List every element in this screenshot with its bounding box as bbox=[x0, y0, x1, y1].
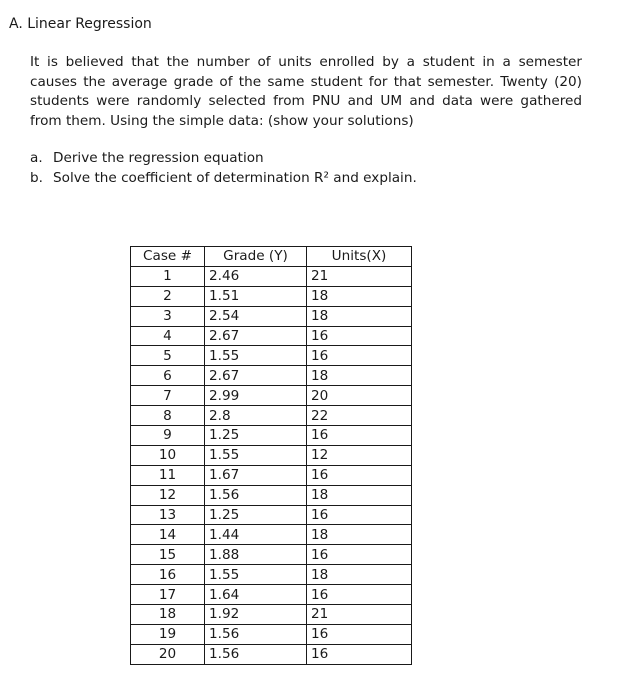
cell-grade: 1.51 bbox=[205, 286, 307, 306]
cell-units: 18 bbox=[307, 286, 412, 306]
table-header-row bbox=[131, 247, 412, 267]
cell-grade: 1.64 bbox=[205, 585, 307, 605]
cell-units: 16 bbox=[307, 644, 412, 664]
cell-case: 3 bbox=[131, 306, 205, 326]
data-table bbox=[130, 246, 412, 665]
header-case: Case # bbox=[131, 247, 205, 267]
table-body bbox=[131, 266, 412, 664]
task-list bbox=[30, 149, 417, 188]
table-row bbox=[131, 326, 412, 346]
cell-grade: 1.67 bbox=[205, 465, 307, 485]
header-grade: Grade (Y) bbox=[205, 247, 307, 267]
cell-case: 20 bbox=[131, 644, 205, 664]
cell-grade: 2.99 bbox=[205, 386, 307, 406]
cell-grade: 1.55 bbox=[205, 565, 307, 585]
cell-case: 11 bbox=[131, 465, 205, 485]
cell-case: 9 bbox=[131, 426, 205, 446]
cell-units: 21 bbox=[307, 266, 412, 286]
header-units: Units(X) bbox=[307, 247, 412, 267]
table-row bbox=[131, 465, 412, 485]
cell-units: 18 bbox=[307, 525, 412, 545]
section-heading: A. Linear Regression bbox=[9, 16, 152, 32]
cell-units: 16 bbox=[307, 585, 412, 605]
cell-grade: 1.25 bbox=[205, 426, 307, 446]
table-row bbox=[131, 346, 412, 366]
cell-case: 17 bbox=[131, 585, 205, 605]
task-marker: a. bbox=[30, 150, 43, 166]
table-row bbox=[131, 306, 412, 326]
cell-units: 21 bbox=[307, 605, 412, 625]
cell-grade: 2.67 bbox=[205, 366, 307, 386]
cell-case: 16 bbox=[131, 565, 205, 585]
table-row bbox=[131, 485, 412, 505]
table-row bbox=[131, 366, 412, 386]
cell-grade: 2.46 bbox=[205, 266, 307, 286]
cell-grade: 1.55 bbox=[205, 445, 307, 465]
table-row bbox=[131, 266, 412, 286]
cell-units: 16 bbox=[307, 426, 412, 446]
cell-units: 22 bbox=[307, 406, 412, 426]
cell-units: 16 bbox=[307, 545, 412, 565]
cell-case: 14 bbox=[131, 525, 205, 545]
table-row bbox=[131, 565, 412, 585]
cell-units: 16 bbox=[307, 326, 412, 346]
table-row bbox=[131, 406, 412, 426]
cell-units: 20 bbox=[307, 386, 412, 406]
cell-units: 18 bbox=[307, 485, 412, 505]
cell-case: 13 bbox=[131, 505, 205, 525]
cell-grade: 2.8 bbox=[205, 406, 307, 426]
table-row bbox=[131, 624, 412, 644]
table-row bbox=[131, 525, 412, 545]
cell-grade: 1.56 bbox=[205, 624, 307, 644]
cell-grade: 2.54 bbox=[205, 306, 307, 326]
cell-grade: 1.44 bbox=[205, 525, 307, 545]
table-row bbox=[131, 445, 412, 465]
cell-units: 16 bbox=[307, 624, 412, 644]
task-item-a bbox=[30, 149, 417, 169]
cell-case: 5 bbox=[131, 346, 205, 366]
table-row bbox=[131, 585, 412, 605]
cell-case: 19 bbox=[131, 624, 205, 644]
cell-units: 18 bbox=[307, 366, 412, 386]
cell-units: 16 bbox=[307, 465, 412, 485]
cell-units: 16 bbox=[307, 346, 412, 366]
task-text: Derive the regression equation bbox=[53, 150, 264, 166]
cell-grade: 1.25 bbox=[205, 505, 307, 525]
cell-grade: 1.88 bbox=[205, 545, 307, 565]
cell-case: 7 bbox=[131, 386, 205, 406]
task-item-b bbox=[30, 169, 417, 189]
cell-units: 16 bbox=[307, 505, 412, 525]
table-row bbox=[131, 545, 412, 565]
cell-case: 6 bbox=[131, 366, 205, 386]
cell-units: 18 bbox=[307, 565, 412, 585]
cell-grade: 1.55 bbox=[205, 346, 307, 366]
table-row bbox=[131, 286, 412, 306]
table-row bbox=[131, 426, 412, 446]
cell-grade: 1.56 bbox=[205, 644, 307, 664]
cell-case: 10 bbox=[131, 445, 205, 465]
table-row bbox=[131, 605, 412, 625]
cell-case: 18 bbox=[131, 605, 205, 625]
cell-case: 1 bbox=[131, 266, 205, 286]
cell-units: 12 bbox=[307, 445, 412, 465]
cell-grade: 1.56 bbox=[205, 485, 307, 505]
intro-paragraph: It is believed that the number of units enrolled by a student in a semester causes the average grade of the same student for that semester. Twenty (20) students were randomly selected from PNU and UM and data were gathered from them. Using the simple data: (show your solutions) bbox=[30, 54, 582, 129]
cell-units: 18 bbox=[307, 306, 412, 326]
cell-case: 8 bbox=[131, 406, 205, 426]
cell-grade: 2.67 bbox=[205, 326, 307, 346]
table-row bbox=[131, 644, 412, 664]
table-row bbox=[131, 505, 412, 525]
task-text: Solve the coefficient of determination R² and explain. bbox=[53, 169, 417, 186]
cell-case: 2 bbox=[131, 286, 205, 306]
cell-case: 4 bbox=[131, 326, 205, 346]
cell-case: 12 bbox=[131, 485, 205, 505]
cell-grade: 1.92 bbox=[205, 605, 307, 625]
cell-case: 15 bbox=[131, 545, 205, 565]
task-marker: b. bbox=[30, 169, 43, 186]
table-row bbox=[131, 386, 412, 406]
